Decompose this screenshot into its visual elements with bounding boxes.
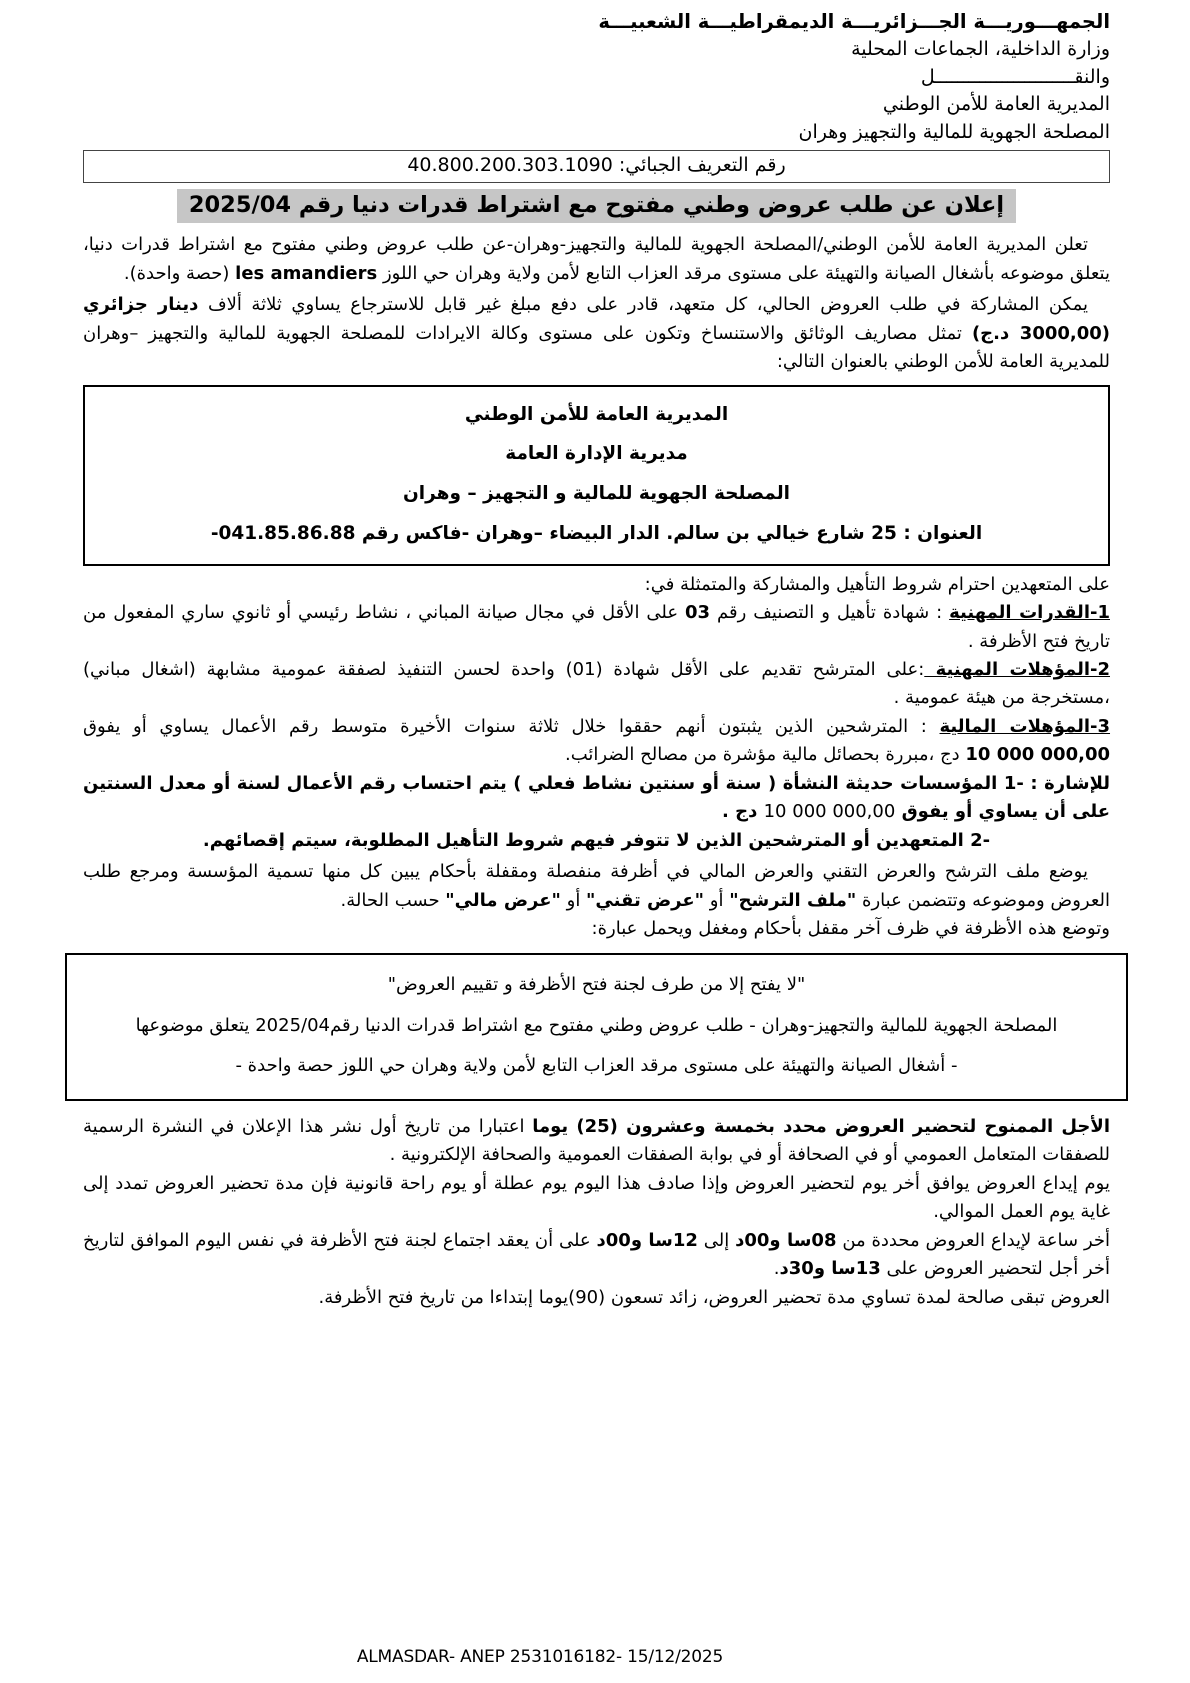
paragraph-participation-fee (83, 291, 1110, 376)
text-run: حسب الحالة. (340, 889, 446, 911)
condition-professional-qualifications (83, 656, 1110, 713)
header-transport-line: والنقـــــــــــــــــــــــــل (920, 65, 1110, 88)
text-run: 2-المؤهلات المهنية (924, 659, 1110, 681)
title-row (83, 189, 1110, 223)
condition-financial-qualifications (83, 713, 1110, 770)
paragraph-preparation-deadline (83, 1113, 1110, 1170)
paragraph-offer-validity (83, 1284, 1110, 1312)
text-run: 12سا و00د (596, 1229, 698, 1251)
text-run: الأجل الممنوح لتحضير العروض محدد بخمسة وعشرون (25) يوما (532, 1115, 1110, 1137)
address-line-service: المصلحة الجهوية للمالية و التجهيز – وهران (403, 483, 790, 505)
text-run: 1-القدرات المهنية (949, 602, 1110, 624)
paragraph-outer-envelope (83, 915, 1110, 943)
text-run: يوضع ملف الترشح والعرض التقني والعرض المالي في أظرفة منفصلة ومقفلة بأحكام يبين كل منها تسمية المؤسسة ومرجع طلب العروض وموضوعه وتتضمن عبارة (83, 861, 1110, 911)
text-run: "عرض مالي" (445, 889, 561, 911)
text-run: 08سا و00د (735, 1229, 837, 1251)
text-run: العروض تبقى صالحة لمدة تساوي مدة تحضير العروض، زائد تسعون (90)يوما إبتداءا من تاريخ فتح الأظرفة. (318, 1286, 1110, 1308)
note-exclusion (83, 827, 1110, 855)
tax-id-text: رقم التعريف الجبائي: 40.800.200.303.1090 (407, 154, 786, 177)
text-run: "عرض تقني" (586, 889, 705, 911)
paragraph-envelopes (83, 858, 1110, 915)
note-new-companies (83, 770, 1110, 827)
announcement-title: إعلان عن طلب عروض وطني مفتوح مع اشتراط قدرات دنيا رقم 2025/04 (177, 189, 1016, 223)
header-ministry-line: وزارة الداخلية، الجماعات المحلية (851, 38, 1110, 61)
text-run: 3-المؤهلات المالية (939, 715, 1111, 737)
text-run: :على المترشح تقديم على الأقل شهادة (01) واحدة لحسن التنفيذ لصفقة عمومية مشابهة (اشغال مباني) ،مستخرجة من هيئة عمومية . (83, 659, 1110, 709)
text-run: دينار جزائري (3000,00 د.ج) (83, 294, 1111, 344)
text-run: على أن يعقد اجتماع لجنة فتح الأظرفة في نفس اليوم الموافق لتاريخ أخر أجل لتحضير العروض على (83, 1229, 1110, 1280)
conditions-intro: على المتعهدين احترام شروط التأهيل والمشاركة والمتمثلة في: (644, 573, 1110, 595)
header-directorate-line: المديرية العامة للأمن الوطني (882, 93, 1110, 116)
text-run: وتوضع هذه الأظرفة في ظرف آخر مقفل بأحكام ومغفل ويحمل عبارة: (591, 917, 1110, 939)
text-run: 03 (685, 602, 711, 624)
text-run: على الأقل في مجال صيانة المباني ، نشاط رئيسي أو ثانوي ساري المفعول من تاريخ فتح الأظرفة . (83, 602, 1110, 652)
tax-id-box (83, 150, 1110, 183)
address-line-administration: مديرية الإدارة العامة (505, 443, 688, 465)
paragraph-deposit-hours (83, 1227, 1110, 1284)
text-run: "ملف الترشح" (729, 889, 857, 911)
envelope-line-subject: - أشغال الصيانة والتهيئة على مستوى مرقد العزاب التابع لأمن ولاية وهران حي اللوز حصة واحدة - (235, 1055, 958, 1077)
text-run: للإشارة : -1 المؤسسات حديثة النشأة ( سنة أو سنتين نشاط فعلي ) يتم احتساب رقم الأعمال لسنة أو معدل السنتين على أن يساوي أو يفوق (83, 772, 1111, 823)
address-line-street-fax: العنوان : 25 شارع خيالي بن سالم. الدار البيضاء –وهران -فاكس رقم 041.85.86.88- (210, 522, 983, 544)
text-run: تمثل مصاريف الوثائق والاستنساخ وتكون على مستوى وكالة الايرادات للمصلحة الجهوية للمالية والتجهيز –وهران للمديرية العامة للأمن الوطني بالعنوان التالي: (83, 322, 1110, 373)
text-run: أو (560, 889, 587, 911)
header-regional-service-line: المصلحة الجهوية للمالية والتجهيز وهران (798, 120, 1110, 143)
text-run: أو (704, 889, 730, 911)
text-run: : المترشحين الذين يثبتون أنهم حققوا خلال ثلاثة سنوات الأخيرة متوسط رقم الأعمال يساوي أو يفوق (83, 715, 940, 737)
paragraph-deposit-day (83, 1170, 1110, 1227)
text-run: دج ،مبررة بحصائل مالية مؤشرة من مصالح الضرائب. (564, 744, 966, 766)
text-run: تعلن المديرية العامة للأمن الوطني/المصلحة الجهوية للمالية والتجهيز-وهران-عن طلب عروض وطني مفتوح مع اشتراط قدرات دنيا، يتعلق موضوعه بأشغال الصيانة والتهيئة على مستوى مرقد العزاب التابع لأمن ولاية وهران حي اللوز (83, 234, 1110, 284)
text-run: : شهادة تأهيل و التصنيف رقم (710, 602, 950, 624)
text-run: 10 000 000,00 (965, 744, 1110, 766)
publication-footer: ALMASDAR- ANEP 2531016182- 15/12/2025 (356, 1647, 724, 1667)
text-run: يوم إيداع العروض يوافق أخر يوم لتحضير العروض وإذا صادف هذا اليوم يوم عطلة أو يوم راحة قانونية فإن مدة تحضير العروض تمدد إلى غاية يوم العمل الموالي. (83, 1172, 1110, 1223)
header-republic-line: الجمهـــوريـــة الجـــزائريـــة الديمقراطيـــة الشعبيـــة (598, 10, 1110, 33)
text-run: إلى (697, 1229, 736, 1251)
envelope-line-reference: المصلحة الجهوية للمالية والتجهيز-وهران - طلب عروض وطني مفتوح مع اشتراط قدرات الدنيا رقم2025/04 يتعلق موضوعها (135, 1014, 1058, 1036)
text-run: 10 000 000,00 (763, 801, 896, 823)
text-run: . (773, 1258, 780, 1280)
condition-professional-capacities (83, 599, 1110, 656)
address-line-directorate: المديرية العامة للأمن الوطني (464, 403, 729, 425)
text-run: اعتبارا من تاريخ أول نشر هذا الإعلان في النشرة الرسمية للصفقات المتعامل العمومي أو في الصحافة أو في بوابة الصفقات العمومية والصحافة الإلكترونية . (83, 1115, 1110, 1166)
text-run: -2 المتعهدين أو المترشحين الذين لا تتوفر فيهم شروط التأهيل المطلوبة، سيتم إقصائهم. (202, 829, 991, 851)
text-run: les amandiers (235, 262, 378, 284)
text-run: يمكن المشاركة في طلب العروض الحالي، كل متعهد، قادر على دفع مبلغ غير قابل للاسترجاع يساوي ثلاثة ألاف (198, 294, 1088, 316)
paragraph-announcement (83, 231, 1110, 288)
text-run: دج . (722, 801, 764, 823)
text-run: (حصة واحدة). (123, 262, 236, 284)
address-box (83, 385, 1110, 566)
envelope-label-box (65, 953, 1128, 1101)
text-run: 13سا و30د (779, 1258, 881, 1280)
text-run: أخر ساعة لإيداع العروض محددة من (836, 1229, 1111, 1251)
envelope-line-do-not-open: "لا يفتح إلا من طرف لجنة فتح الأظرفة و تقييم العروض" (387, 974, 806, 996)
